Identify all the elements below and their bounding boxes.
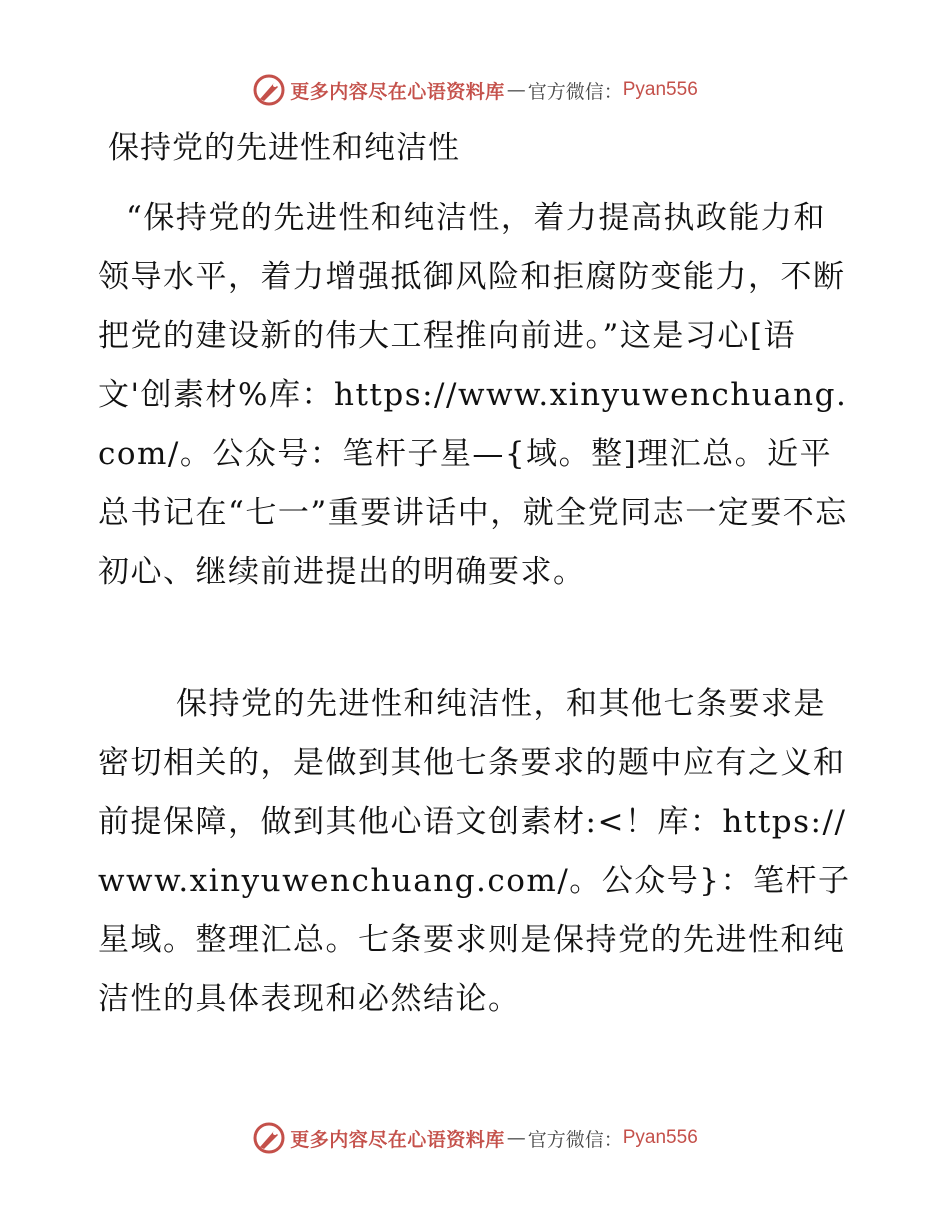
banner-separator: —	[506, 79, 526, 101]
document-title: 保持党的先进性和纯洁性	[108, 130, 460, 166]
paragraph-2: 保持党的先进性和纯洁性，和其他七条要求是密切相关的，是做到其他七条要求的题中应有之义和前提保障，做到其他心语文创素材:<！库：https://www.xinyuwenchuang.com/。公众号}：笔杆子星域。整理汇总。七条要求则是保持党的先进性和纯洁性的具体表现和必然结论。	[98, 686, 851, 1017]
banner-wechat-label: 官方微信：	[527, 1128, 623, 1151]
header-banner	[0, 70, 950, 110]
banner-brand-text: 更多内容尽在心语资料库	[290, 80, 505, 103]
pen-nib-logo-icon	[252, 1121, 286, 1155]
footer-banner	[0, 1118, 950, 1158]
banner-wechat-id: Pyan556	[622, 79, 698, 100]
banner-wechat-id: Pyan556	[622, 1127, 698, 1148]
banner-separator: —	[506, 1127, 526, 1149]
paragraph-1: “保持党的先进性和纯洁性，着力提高执政能力和领导水平，着力增强抵御风险和拒腐防变能力，不断把党的建设新的伟大工程推向前进。”这是习心[语文'创素材%库：https://www.xinyuwenchuang.com/。公众号：笔杆子星—{域。整]理汇总。近平总书记在“七一”重要讲话中，就全党同志一定要不忘初心、继续前进提出的明确要求。	[98, 200, 848, 590]
banner-wechat-label: 官方微信：	[527, 80, 623, 103]
banner-brand-text: 更多内容尽在心语资料库	[290, 1128, 505, 1151]
pen-nib-logo-icon	[252, 73, 286, 107]
